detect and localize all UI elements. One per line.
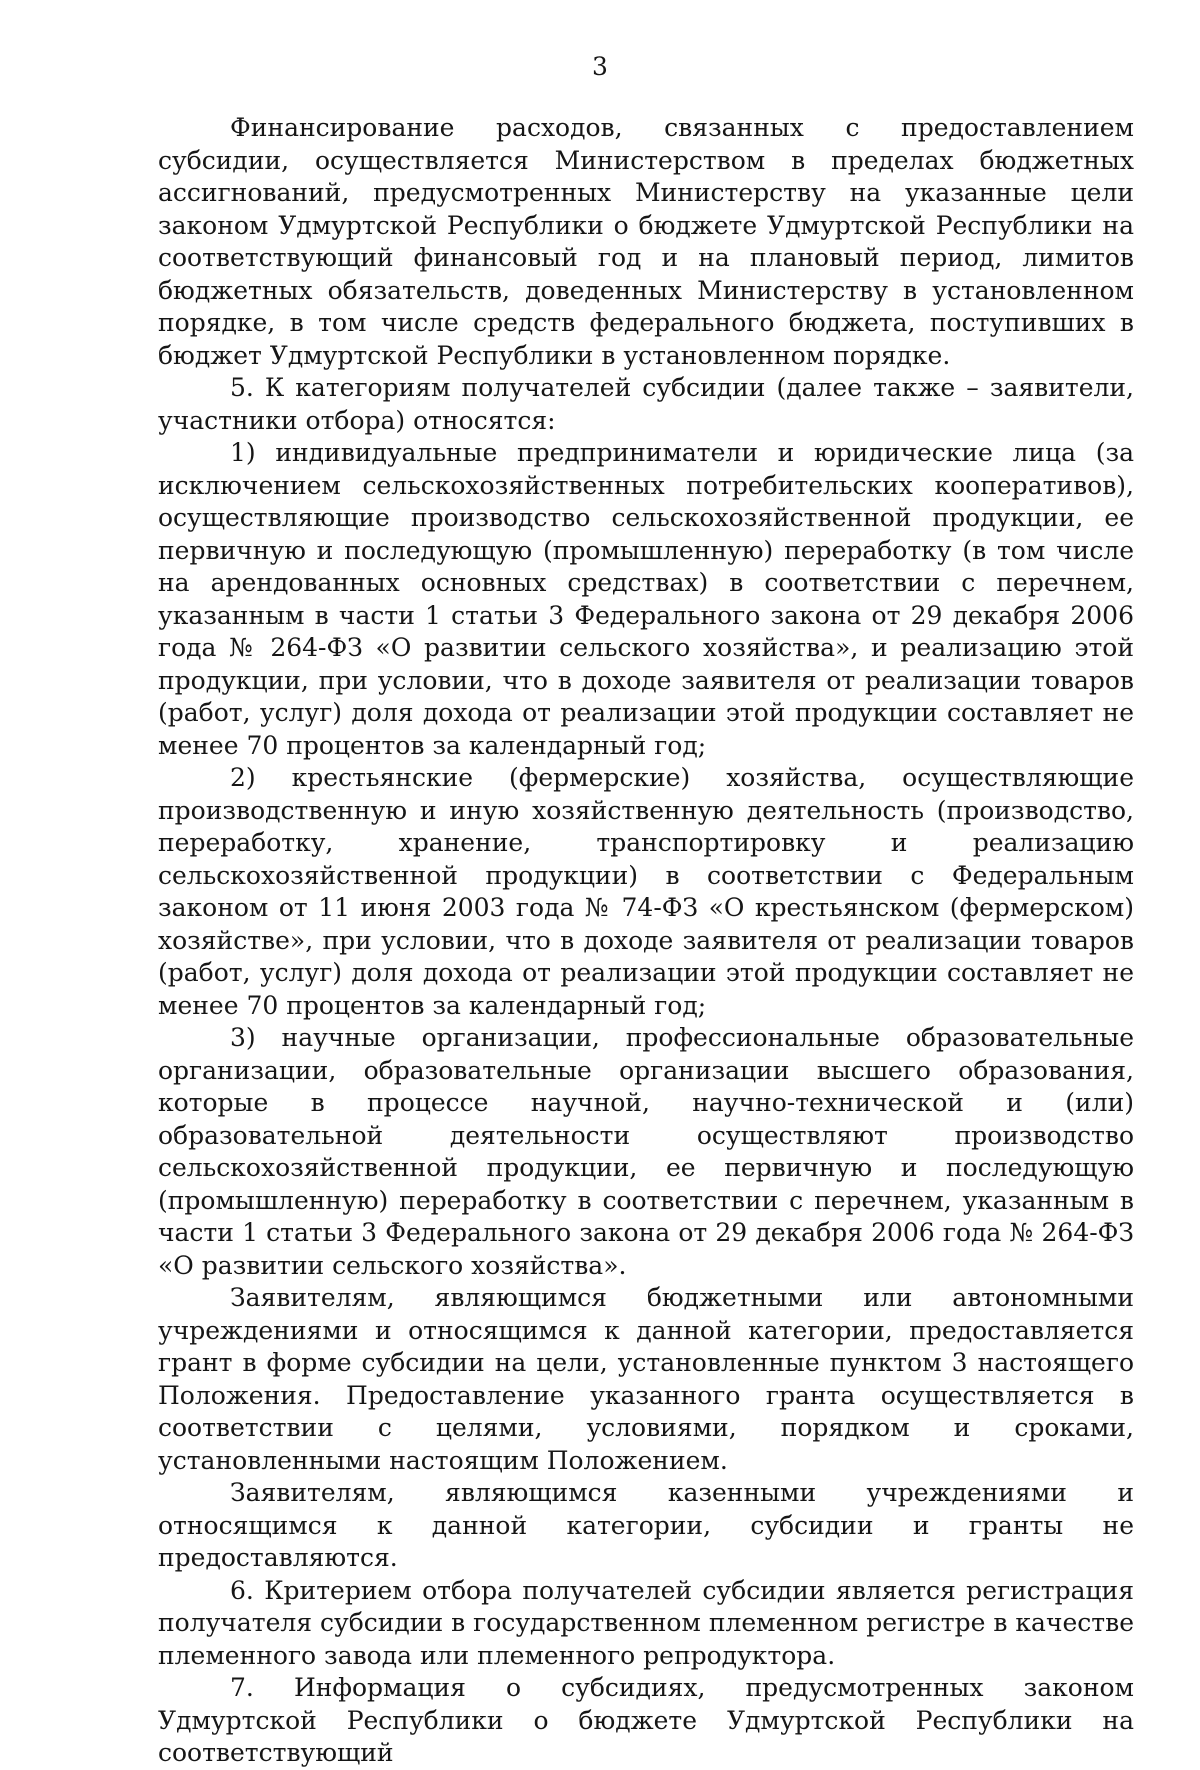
page-number: 3 bbox=[592, 52, 608, 81]
document-body bbox=[158, 112, 1134, 1770]
paragraph-item-7: 7. Информация о субсидиях, предусмотренных законом Удмуртской Республики о бюджете Удмуртской Республики на соответствующий bbox=[158, 1673, 1134, 1767]
paragraph-budget-institutions: Заявителям, являющимся бюджетными или автономными учреждениями и относящимся к данной категории, предоставляется грант в форме субсидии на цели, установленные пунктом 3 настоящего Положения. Предоставление указанного гранта осуществляется в соответствии с целями, условиями, порядком и сроками, установленными настоящим Положением. bbox=[158, 1283, 1134, 1475]
paragraph-item-5: 5. К категориям получателей субсидии (далее также – заявители, участники отбора) относятся: bbox=[158, 373, 1134, 435]
paragraph-state-institutions: Заявителям, являющимся казенными учреждениями и относящимся к данной категории, субсидии и гранты не предоставляются. bbox=[158, 1478, 1134, 1572]
paragraph-item-6: 6. Критерием отбора получателей субсидии является регистрация получателя субсидии в государственном племенном регистре в качестве племенного завода или племенного репродуктора. bbox=[158, 1575, 1134, 1670]
paragraph-subitem-3: 3) научные организации, профессиональные образовательные организации, образовательные организации высшего образования, которые в процессе научной, научно-технической и (или) образовательной деятельности осуществляют производство сельскохозяйственной продукции, ее первичную и последующую (промышленную) переработку в соответствии с перечнем, указанным в части 1 статьи 3 Федерального закона от 29 декабря 2006 года № 264-ФЗ «О развитии сельского хозяйства». bbox=[158, 1023, 1134, 1280]
paragraph-financing: Финансирование расходов, связанных с предоставлением субсидии, осуществляется Министерством в пределах бюджетных ассигнований, предусмотренных Министерству на указанные цели законом Удмуртской Республики о бюджете Удмуртской Республики на соответствующий финансовый год и на плановый период, лимитов бюджетных обязательств, доведенных Министерству в установленном порядке, в том числе средств федерального бюджета, поступивших в бюджет Удмуртской Республики в установленном порядке. bbox=[158, 113, 1134, 370]
paragraph-subitem-1: 1) индивидуальные предприниматели и юридические лица (за исключением сельскохозяйственных потребительских кооперативов), осуществляющие производство сельскохозяйственной продукции, ее первичную и последующую (промышленную) переработку (в том числе на арендованных основных средствах) в соответствии с перечнем, указанным в части 1 статьи 3 Федерального закона от 29 декабря 2006 года № 264-ФЗ «О развитии сельского хозяйства», и реализацию этой продукции, при условии, что в доходе заявителя от реализации товаров (работ, услуг) доля дохода от реализации этой продукции составляет не менее 70 процентов за календарный год; bbox=[158, 438, 1134, 760]
paragraph-subitem-2: 2) крестьянские (фермерские) хозяйства, осуществляющие производственную и иную хозяйственную деятельность (производство, переработку, хранение, транспортировку и реализацию сельскохозяйственной продукции) в соответствии с Федеральным законом от 11 июня 2003 года № 74-ФЗ «О крестьянском (фермерском) хозяйстве», при условии, что в доходе заявителя от реализации товаров (работ, услуг) доля дохода от реализации этой продукции составляет не менее 70 процентов за календарный год; bbox=[158, 763, 1134, 1020]
